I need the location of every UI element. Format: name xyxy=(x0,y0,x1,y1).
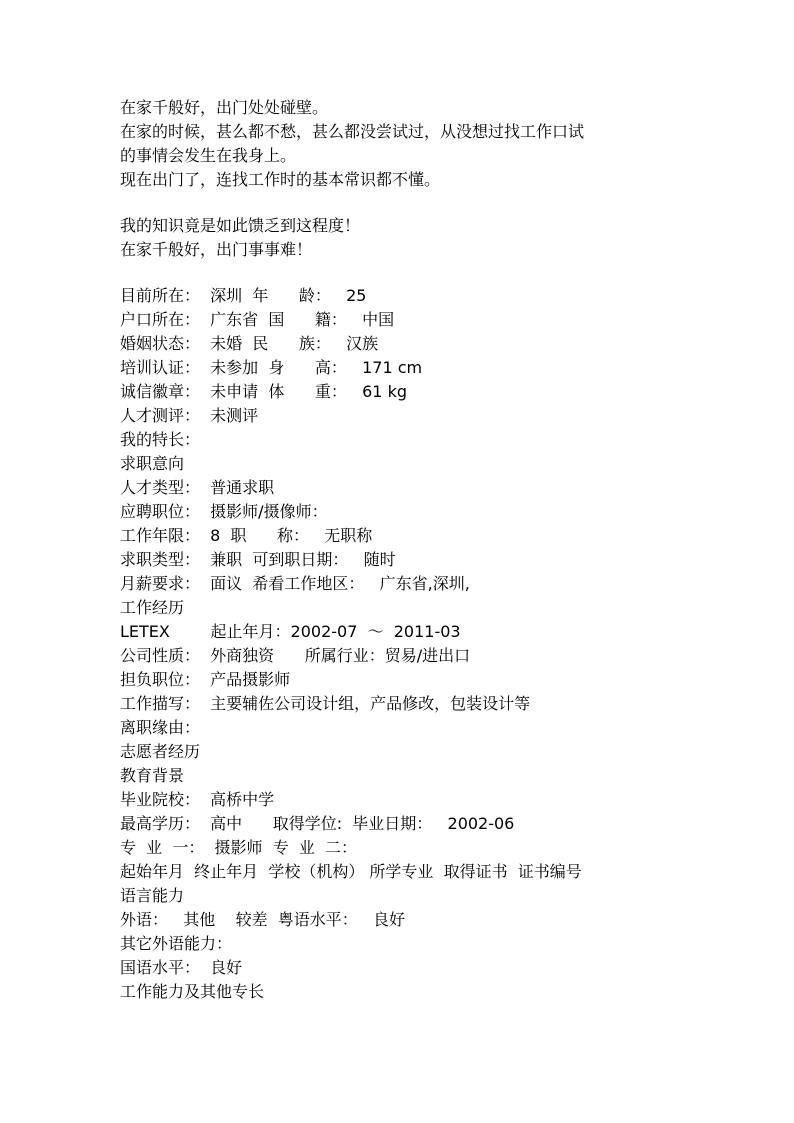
section-volunteer: 志愿者经历 xyxy=(120,742,201,761)
work-company-period: LETEX 起止年月：2002-07 ～ 2011-03 xyxy=(120,622,461,641)
resume-registered-residence: 户口所在： 广东省 国 籍： 中国 xyxy=(120,310,395,329)
intro-line-4: 现在出门了，连找工作时的基本常识都不懂。 xyxy=(120,170,441,189)
resume-current-location: 目前所在： 深圳 年 龄： 25 xyxy=(120,286,367,305)
work-leave-reason: 离职缘由： xyxy=(120,718,201,737)
work-description: 工作描写： 主要辅佐公司设计组，产品修改，包装设计等 xyxy=(120,694,531,713)
intro-line-2: 在家的时候，甚么都不愁，甚么都没尝试过，从没想过找工作口试 xyxy=(120,122,585,141)
resume-work-years: 工作年限： 8 职 称： 无职称 xyxy=(120,526,373,545)
edu-table-header: 起始年月 终止年月 学校（机构） 所学专业 取得证书 证书编号 xyxy=(120,862,582,881)
section-work-experience: 工作经历 xyxy=(120,598,185,617)
section-education: 教育背景 xyxy=(120,766,185,785)
section-language: 语言能力 xyxy=(120,886,185,905)
intro-line-1: 在家千般好，出门处处碰壁。 xyxy=(120,98,329,117)
edu-school: 毕业院校： 高桥中学 xyxy=(120,790,275,809)
lang-mandarin: 国语水平： 良好 xyxy=(120,958,243,977)
section-work-ability: 工作能力及其他专长 xyxy=(120,982,265,1001)
lang-other-foreign: 其它外语能力： xyxy=(120,934,233,953)
resume-training-certification: 培训认证： 未参加 身 高： 171 cm xyxy=(120,358,423,377)
resume-applied-position: 应聘职位： 摄影师/摄像师： xyxy=(120,502,328,521)
resume-job-type: 求职类型： 兼职 可到职日期： 随时 xyxy=(120,550,396,569)
resume-salary: 月薪要求： 面议 希看工作地区： 广东省,深圳, xyxy=(120,574,470,593)
resume-talent-assessment: 人才测评： 未测评 xyxy=(120,406,259,425)
work-position: 担负职位： 产品摄影师 xyxy=(120,670,291,689)
resume-integrity-badge: 诚信徽章： 未申请 体 重： 61 kg xyxy=(120,382,407,401)
reflection-line-1: 我的知识竟是如此馈乏到这程度！ xyxy=(120,216,361,235)
intro-line-3: 的事情会发生在我身上。 xyxy=(120,146,297,165)
resume-talent-type: 人才类型： 普通求职 xyxy=(120,478,275,497)
reflection-line-2: 在家千般好，出门事事难！ xyxy=(120,240,313,259)
edu-highest-degree: 最高学历： 高中 取得学位: 毕业日期： 2002-06 xyxy=(120,814,515,833)
resume-marital-status: 婚姻状态： 未婚 民 族： 汉族 xyxy=(120,334,379,353)
lang-foreign: 外语： 其他 较差 粤语水平： 良好 xyxy=(120,910,406,929)
edu-majors: 专 业 一： 摄影师 专 业 二： xyxy=(120,838,358,857)
work-company-nature: 公司性质： 外商独资 所属行业：贸易/进出口 xyxy=(120,646,471,665)
section-job-intention: 求职意向 xyxy=(120,454,185,473)
resume-specialties: 我的特长： xyxy=(120,430,201,449)
